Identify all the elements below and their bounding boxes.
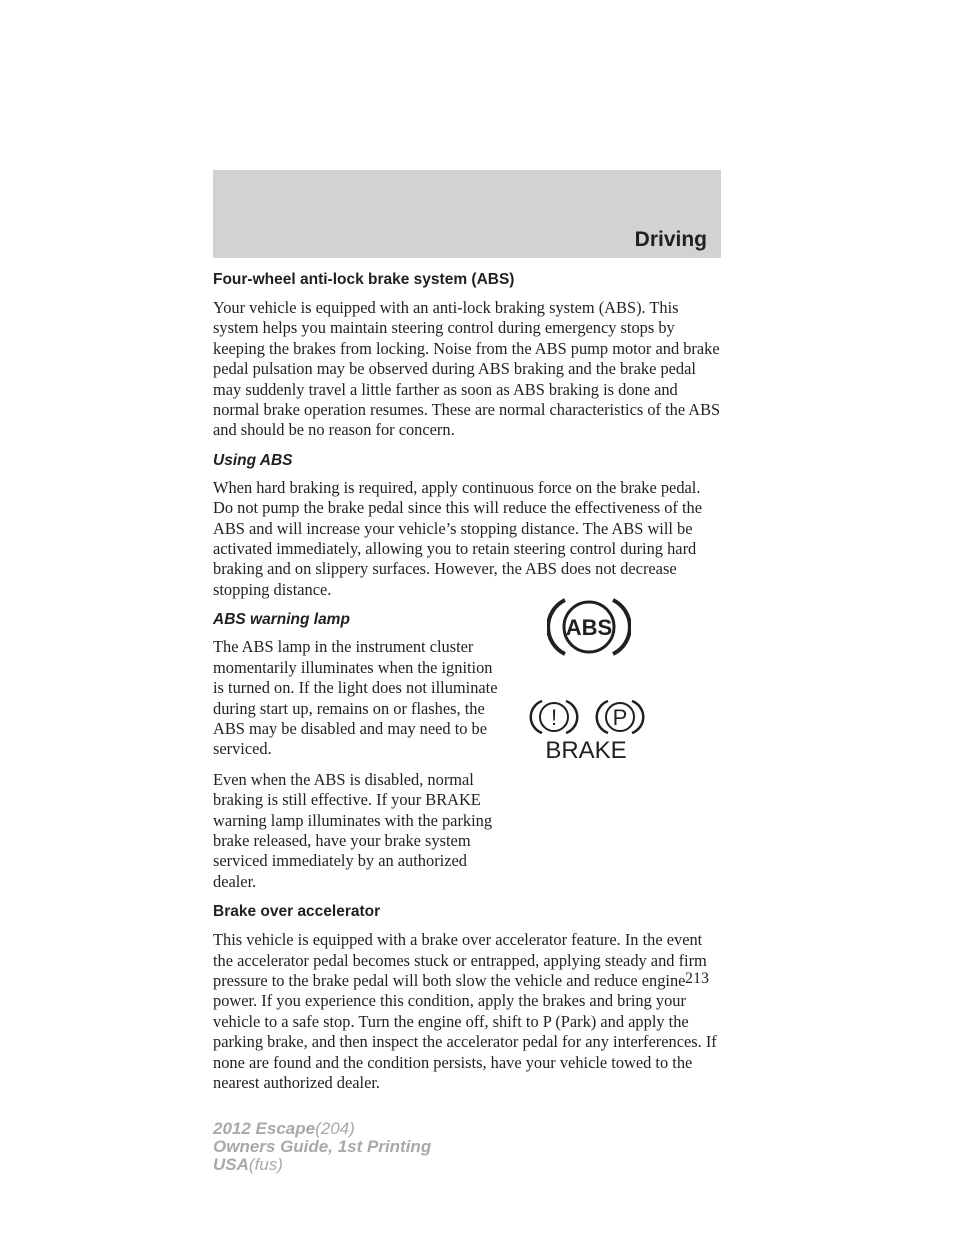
abs-warning-lamp-icon — [547, 594, 631, 660]
footer-market: USA — [213, 1155, 249, 1174]
brake-over-accelerator-body: This vehicle is equipped with a brake over accelerator feature. In the event the accelerator pedal becomes stuck or entrapped, applying steady and firm pressure to the brake pedal will both slow the vehicle and reduce engine power. If you experience this condition, apply the brakes and bring your vehicle to a safe stop. Turn the engine off, shift to P (Park) and apply the parking brake, and then inspect the accelerator pedal for any interferences. If none are found and the condition persists, have your vehicle towed to the nearest authorized dealer. — [213, 930, 717, 1092]
brake-warning-lamp-icon — [528, 698, 648, 760]
footer-model: 2012 Escape — [213, 1119, 316, 1138]
using-abs-body: When hard braking is required, apply continuous force on the brake pedal. Do not pump the brake pedal since this will reduce the effectiveness of the ABS and will increase your vehicle’s stopping distance. The ABS will be activated immediately, allowing you to retain steering control during hard braking and on slippery surfaces. However, the ABS does not decrease stopping distance. — [213, 477, 702, 599]
brake-over-accelerator-heading: Brake over accelerator — [213, 903, 381, 921]
abs-warning-lamp-heading: ABS warning lamp — [213, 611, 350, 629]
footer-line-2: Owners Guide, 1st Printing — [213, 1137, 432, 1156]
page-number: 213 — [685, 970, 709, 987]
footer-model-code: (204) — [315, 1119, 355, 1138]
brake-icon-p: P — [612, 705, 628, 730]
brake-warning-body: Even when the ABS is disabled, normal braking is still effective. If your BRAKE warning lamp illuminates with the parking brake released, have your brake system serviced immediately by an authorized dealer. — [213, 769, 493, 891]
section-title: Driving — [634, 228, 707, 251]
section-header-bar — [213, 170, 721, 258]
footer — [213, 1120, 431, 1174]
page-content — [213, 270, 723, 1103]
footer-line-1 — [213, 1120, 431, 1138]
abs-warning-lamp-body: The ABS lamp in the instrument cluster momentarily illuminates when the ignition is turned on. If the light does not illuminate during start up, remains on or flashes, the ABS may be disabled and may need to be serviced. — [213, 637, 498, 759]
abs-icon-label: ABS — [565, 615, 613, 640]
abs-body: Your vehicle is equipped with an anti-lock braking system (ABS). This system helps you maintain steering control during emergency stops by keeping the brakes from locking. Noise from the ABS pump motor and brake pedal pulsation may be observed during ABS braking and the brake pedal may suddenly travel a little farther as soon as ABS braking is done and normal brake operation resumes. These are normal characteristics of the ABS and should be no reason for concern. — [213, 298, 721, 440]
brake-icon-label: BRAKE — [545, 737, 627, 760]
footer-line-3 — [213, 1156, 431, 1174]
footer-market-code: (fus) — [248, 1155, 283, 1174]
brake-icon-exclamation: ! — [550, 705, 558, 730]
using-abs-heading: Using ABS — [213, 451, 293, 469]
abs-heading: Four-wheel anti-lock brake system (ABS) — [213, 271, 515, 288]
